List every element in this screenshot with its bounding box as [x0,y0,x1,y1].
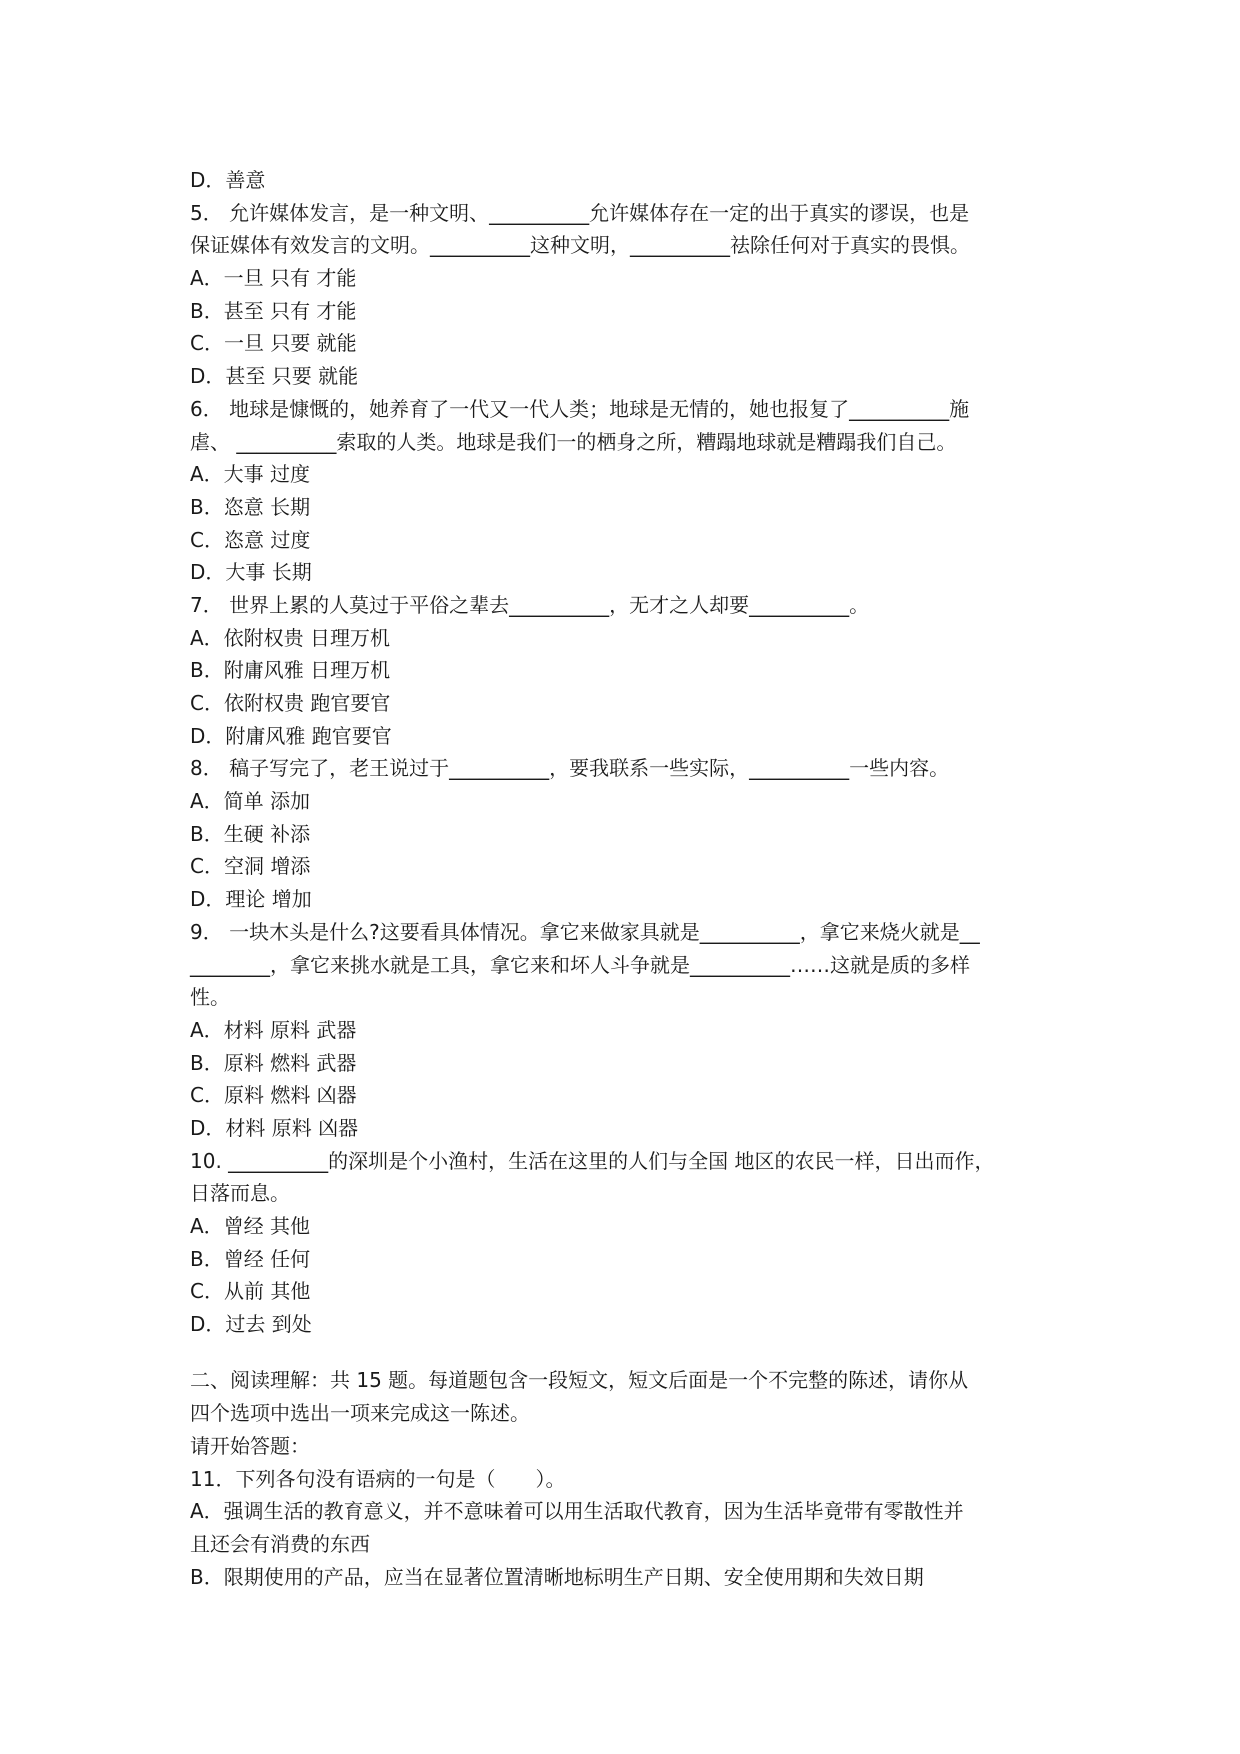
q7-text-line: 7． 世界上累的人莫过于平俗之辈去__________，无才之人却要__________。 [190,592,870,617]
q10-option: C．从前 其他 [190,1279,311,1304]
q7-option: D．附庸风雅 跑官要官 [190,723,392,748]
q9-option: C．原料 燃料 凶器 [190,1083,357,1108]
q4-tail-option: D．善意 [190,168,266,192]
q6-option: A．大事 过度 [190,462,311,487]
q9-option: A．材料 原料 武器 [190,1017,357,1042]
q7-option: A．依附权贵 日理万机 [190,625,391,650]
q6-option: C．恣意 过度 [190,527,311,552]
q9-text-line: 9． 一块木头是什么?这要看具体情况。拿它来做家具就是__________，拿它来烧火就是__ [190,919,980,944]
q7-option: B．附庸风雅 日理万机 [190,658,391,683]
q6-text-line: 6． 地球是慷慨的，她养育了一代又一代人类；地球是无情的，她也报复了__________施 [190,396,970,421]
q11-option: A．强调生活的教育意义，并不意味着可以用生活取代教育，因为生活毕竟带有零散性并 [190,1499,964,1524]
q8-option: B．生硬 补添 [190,821,311,846]
q10-text-line: 日落而息。 [190,1181,290,1206]
q10-option: B．曾经 任何 [190,1246,311,1271]
q8-text-line: 8． 稿子写完了，老王说过于__________，要我联系一些实际，__________一些内容。 [190,756,950,781]
q5-text-line: 保证媒体有效发言的文明。__________这种文明，__________祛除任何对于真实的畏惧。 [190,233,970,258]
q8-option: D．理论 增加 [190,887,312,912]
q9-text-line: 性。 [190,985,230,1010]
q9-option: D．材料 原料 凶器 [190,1115,359,1140]
q11-option: B．限期使用的产品，应当在显著位置清晰地标明生产日期、安全使用期和失效日期 [190,1564,924,1589]
q6-option: B．恣意 长期 [190,494,311,519]
section2-text-line: 四个选项中选出一项来完成这一陈述。 [190,1401,530,1426]
q6-option: D．大事 长期 [190,560,312,585]
q5-option: B．甚至 只有 才能 [190,298,357,323]
q6-text-line: 虐、 __________索取的人类。地球是我们一的栖身之所，糟蹋地球就是糟蹋我们自己。 [190,429,957,454]
q11-text-line: 11．下列各句没有语病的一句是（ ）。 [190,1466,566,1491]
q7-option: C．依附权贵 跑官要官 [190,691,391,715]
q8-option: C．空洞 增添 [190,854,311,879]
q5-text-line: 5． 允许媒体发言，是一种文明、__________允许媒体存在一定的出于真实的谬误，也是 [190,200,970,225]
q8-option: A．简单 添加 [190,789,311,814]
section2-text-line: 二、阅读理解：共 15 题。每道题包含一段短文，短文后面是一个不完整的陈述，请你从 [190,1368,969,1393]
section2-text-line: 请开始答题： [190,1433,310,1458]
q5-option: A．一旦 只有 才能 [190,266,357,291]
q10-option: A．曾经 其他 [190,1214,311,1238]
q10-text-line: 10. __________的深圳是个小渔村，生活在这里的人们与全国 地区的农民一样，日出而作， [190,1148,995,1173]
q5-option: D．甚至 只要 就能 [190,364,359,389]
q9-text-line: ________，拿它来挑水就是工具，拿它来和坏人斗争就是__________……这就是质的多样 [190,952,970,977]
q11-option: 且还会有消费的东西 [190,1531,370,1556]
q5-option: C．一旦 只要 就能 [190,331,357,356]
q10-option: D．过去 到处 [190,1312,312,1337]
q9-option: B．原料 燃料 武器 [190,1050,357,1075]
document-page [190,164,1090,1593]
